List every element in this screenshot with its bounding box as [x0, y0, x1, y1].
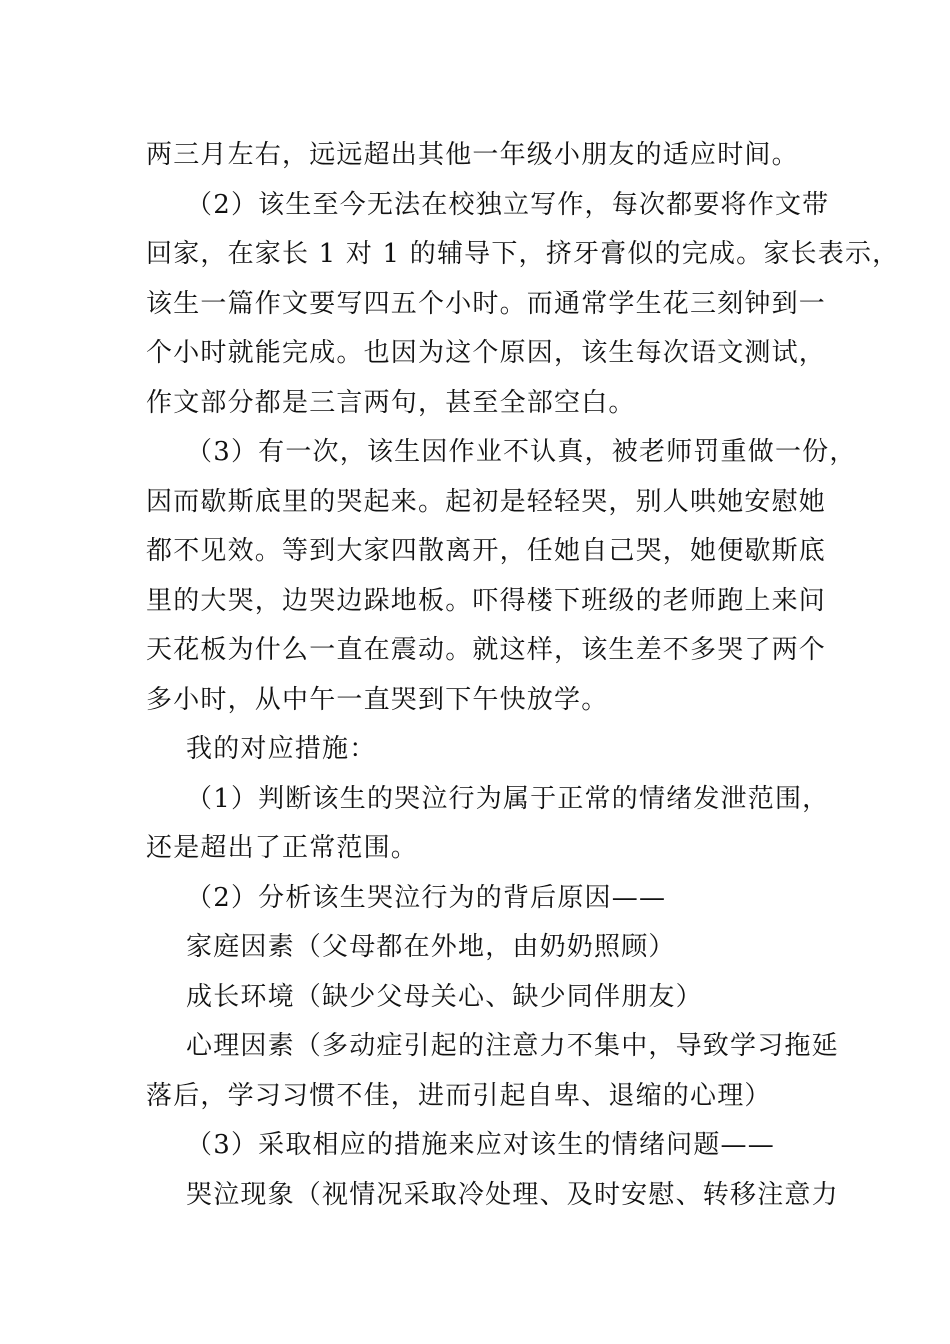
text-line: 家庭因素（父母都在外地，由奶奶照顾） [186, 932, 676, 962]
paragraph [146, 1121, 826, 1171]
text-line: 两三月左右，远远超出其他一年级小朋友的适应时间。 [146, 140, 799, 170]
text-line: （2）该生至今无法在校独立写作，每次都要将作文带 [186, 189, 830, 220]
text-line: 哭泣现象（视情况采取冷处理、及时安慰、转移注意力 [186, 1179, 839, 1210]
text-line: 成长环境（缺少父母关心、缺少同伴朋友） [186, 981, 703, 1012]
document-body [146, 131, 900, 1220]
text-line: （2）分析该生哭泣行为的背后原因—— [186, 882, 667, 913]
text-line: 回家，在家长 1 对 1 的辅导下，挤牙膏似的完成。家长表示， [146, 239, 900, 269]
text-line: 都不见效。等到大家四散离开，任她自己哭，她便歇斯底 [146, 536, 827, 566]
paragraph [146, 874, 826, 924]
paragraph [146, 1171, 839, 1221]
text-line: 心理因素（多动症引起的注意力不集中，导致学习拖延 [186, 1031, 839, 1061]
paragraph [146, 131, 826, 181]
paragraph [146, 973, 826, 1023]
text-line: 个小时就能完成。也因为这个原因，该生每次语文测试， [146, 338, 827, 368]
paragraph [146, 1022, 839, 1121]
text-line: 我的对应措施： [186, 734, 377, 764]
text-line: 该生一篇作文要写四五个小时。而通常学生花三刻钟到一 [146, 288, 827, 319]
text-line: （3）采取相应的措施来应对该生的情绪问题—— [186, 1130, 775, 1160]
paragraph [146, 775, 830, 874]
text-line: 落后，学习习惯不佳，进而引起自卑、退缩的心理） [146, 1080, 772, 1111]
text-line: 作文部分都是三言两句，甚至全部空白。 [146, 387, 636, 418]
text-line: 多小时，从中午一直哭到下午快放学。 [146, 684, 609, 715]
text-line: 还是超出了正常范围。 [146, 833, 419, 863]
text-line: 里的大哭，边哭边跺地板。吓得楼下班级的老师跑上来问 [146, 585, 827, 616]
text-line: （3）有一次，该生因作业不认真，被老师罚重做一份， [186, 437, 857, 467]
text-line: （1）判断该生的哭泣行为属于正常的情绪发泄范围， [186, 783, 830, 814]
text-line: 因而歇斯底里的哭起来。起初是轻轻哭，别人哄她安慰她 [146, 486, 827, 517]
paragraph [146, 725, 826, 775]
paragraph [146, 181, 900, 429]
paragraph [146, 428, 857, 725]
text-line: 天花板为什么一直在震动。就这样，该生差不多哭了两个 [146, 635, 827, 665]
paragraph [146, 923, 826, 973]
